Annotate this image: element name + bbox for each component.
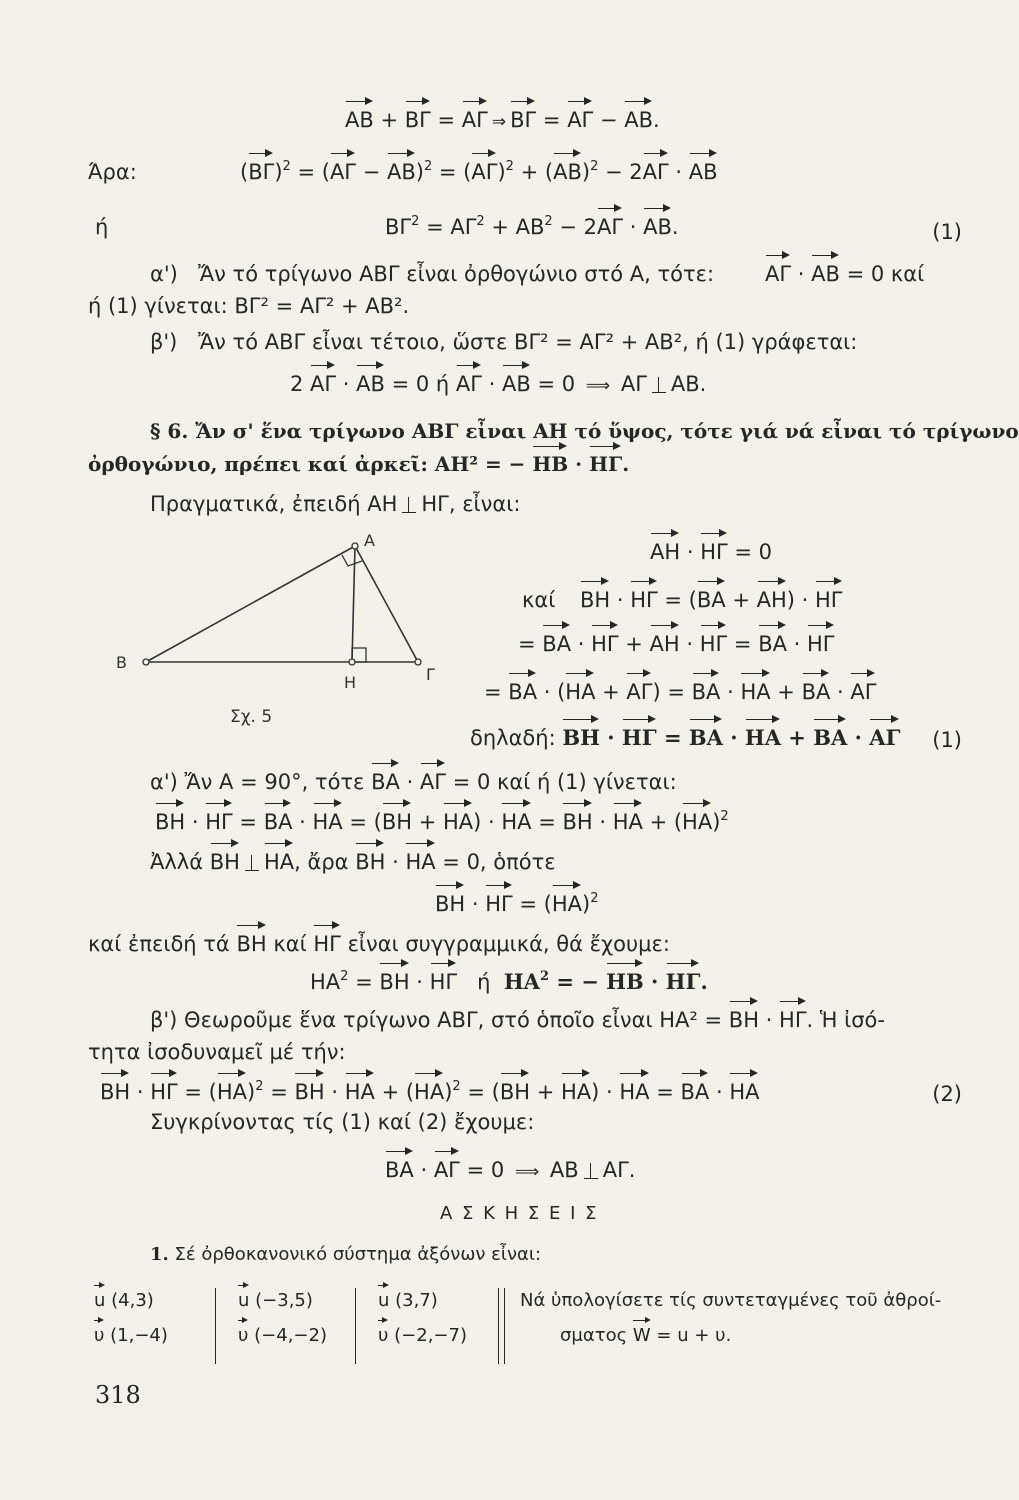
i-label: ή [95,215,109,239]
exercise-col-3 [378,1290,467,1346]
alpha-formula-end: = 0 καί [846,262,925,286]
section6-line-2-text: ὀρθογώνιο, πρέπει καί ἀρκεῖ: ΑΗ² = − [88,452,526,476]
exercise-1-number: 1. [150,1244,169,1265]
final-formula: ΒΑ · ΑΓ = 0 ⟹ ΑΒ ΑΓ. [385,1158,636,1182]
col2-u: (−3,5) [255,1290,313,1311]
kai-epeidi-end: εἶναι συγγραμμικά, θά ἔχουμε: [347,932,670,956]
deriv-5: δηλαδή: ΒΗ · ΗΓ = ΒΑ · ΗΑ + ΒΑ · ΑΓ [470,725,901,750]
deriv-3: = ΒΑ · ΗΓ + ΑΗ · ΗΓ = ΒΑ · ΗΓ [518,632,835,656]
alla-end: = 0, ὁπότε [442,850,556,874]
section6-line-1: § 6. Ἄν σ' ἕνα τρίγωνο ΑΒΓ εἶναι ΑΗ τό ὕψος, τότε γιά νά εἶναι τό τρίγωνο [150,419,1019,443]
label-H: H [344,673,357,692]
alla-text: Ἀλλά [150,850,204,874]
col1-u: (4,3) [111,1290,154,1311]
v-symbol: υ [94,1325,105,1346]
alpha2-formula: $BH \cdot H\Gamma = BA \cdot HA = (BH + HA) \cdot HA = BH \cdot HA + (HA)^2$ [155,809,729,834]
pragmatika-end: ΗΓ, εἶναι: [421,492,521,516]
beta-label: β') [150,330,178,354]
beta2-end: Ἡ ἰσό- [819,1008,885,1032]
u-symbol: u [378,1290,390,1311]
eq-line-2: $(B\Gamma)^2 = (A\Gamma - AB)^2 = (A\Gamma)^2 + (AB)^2 - 2A\Gamma \cdot AB$ [240,159,718,184]
v-symbol: υ [378,1325,389,1346]
alpha-formula: ΑΓ · ΑΒ = 0 καί [765,262,925,286]
beta-formula: 2 ΑΓ · ΑΒ = 0 ή ΑΓ · ΑΒ = 0 ⟹ ΑΓ ΑΒ. [290,372,707,396]
label-B: B [116,653,127,672]
ha2-formula: $HA^2 = BH \cdot H\Gamma$ ή $HA^2$ = − ΗΒ · ΗΓ. [310,969,708,994]
kai-epeidi-text: καί ἐπειδή τά [88,932,230,956]
point-G [415,659,421,665]
kai-epeidi-line: καί ἐπειδή τά ΒΗ καί ΗΓ εἶναι συγγραμμικά, θά ἔχουμε: [88,932,670,956]
exercise-col-2 [238,1290,327,1346]
exercise-divider-1 [215,1288,216,1364]
u-symbol: u [238,1290,250,1311]
exercise-col-1 [94,1290,168,1346]
sygkrinontas-line: Συγκρίνοντας τίς (1) καί (2) ἔχουμε: [150,1110,535,1134]
eq-number-2: (2) [932,1082,962,1106]
triangle-figure [116,530,450,740]
task-line-2 [520,1325,941,1346]
alpha-label: α') [150,262,178,286]
ara-label: Άρα: [88,160,137,184]
col3-v: (−2,−7) [394,1325,467,1346]
section6-line-2: ὀρθογώνιο, πρέπει καί ἀρκεῖ: ΑΗ² = − ΗΒ · ΗΓ. [88,452,630,476]
triangle-outline [146,546,418,662]
alla-mid: ἄρα [307,850,349,874]
eq-line-1: ΑΒ + ΒΓ = ΑΓ ⇒ ΒΓ = ΑΓ − ΑΒ. [345,108,660,132]
exercise-divider-2 [355,1288,356,1364]
page-number: 318 [95,1381,141,1409]
eq-line-3: $B\Gamma^2 = A\Gamma^2 + AB^2 - 2A\Gamma \cdot AB$. [385,214,679,239]
alpha2-end: = 0 καί ή (1) γίνεται: [452,770,677,794]
beta2-formula: $BH \cdot H\Gamma = (HA)^2 = BH \cdot HA + (HA)^2 = (BH + HA) \cdot HA = BA \cdot HA$ [100,1079,760,1104]
col1-v: (1,−4) [110,1325,168,1346]
exercise-task [520,1290,941,1346]
col2-v: (−4,−2) [254,1325,327,1346]
exercise-divider-4 [504,1288,505,1364]
pragmatika-line [150,492,520,516]
alla-line: Ἀλλά ΒΗ ΗΑ, ἄρα ΒΗ · ΗΑ = 0, ὁπότε [150,850,556,874]
deriv-2: ΒΗ · ΗΓ = (ΒΑ + ΑΗ) · ΗΓ [580,588,843,612]
beta-text-1: Ἄν τό ΑΒΓ εἶναι τέτοιο, ὥστε ΒΓ² = ΑΓ² + ΑΒ², ή (1) γράφεται: [198,330,858,354]
label-G: Γ [426,665,435,684]
eq-number-1: (1) [932,220,962,244]
v-symbol: υ [238,1325,249,1346]
alpha-text-1: Ἄν τό τρίγωνο ΑΒΓ εἶναι ὀρθογώνιο στό Α, τότε: [198,262,715,286]
figure-caption: Σχ. 5 [230,707,273,727]
alpha2-text: α') Ἄν Α = 90°, τότε [150,770,365,794]
bh-hg-formula: $BH \cdot H\Gamma = (HA)^2$ [435,891,599,916]
label-A: A [364,531,375,550]
diladi-label: δηλαδή: [470,726,556,750]
task-formula-tail: = u + υ. [656,1325,732,1346]
beta2-text: β') Θεωροῦμε ἕνα τρίγωνο ΑΒΓ, στό ὁποῖο εἶναι ΗΑ² = [150,1008,723,1032]
u-symbol: u [94,1290,106,1311]
eq-number-1b: (1) [932,728,962,752]
alpha2-line: α') Ἄν Α = 90°, τότε ΒΑ · ΑΓ = 0 καί ή (1) γίνεται: [150,770,677,794]
beta2-line-1: β') Θεωροῦμε ἕνα τρίγωνο ΑΒΓ, στό ὁποῖο εἶναι ΗΑ² = ΒΗ · ΗΓ. Ἡ ἰσό- [150,1008,885,1032]
deriv-4: = ΒΑ · (ΗΑ + ΑΓ) = ΒΑ · ΗΑ + ΒΑ · ΑΓ [484,680,877,704]
kai-epeidi-mid: καί [273,932,307,956]
point-H [349,659,355,665]
deriv-kai: καί [522,588,556,612]
exercise-1-line [150,1245,541,1266]
exercises-heading: Α Σ Κ Η Σ Ε Ι Σ [440,1203,599,1224]
point-A [352,543,358,549]
exercise-divider-3 [498,1288,499,1364]
right-angle-A [342,555,362,566]
task-line-2-text: σματος [560,1325,628,1346]
alpha-text-2: ή (1) γίνεται: ΒΓ² = ΑΓ² + ΑΒ². [88,294,410,318]
col3-u: (3,7) [395,1290,438,1311]
exercise-1-text: Σέ ὀρθοκανονικό σύστημα ἀξόνων εἶναι: [174,1244,542,1265]
task-line-1: Νά ὑπολογίσετε τίς συντεταγμένες τοῦ ἀθροί- [520,1290,942,1311]
beta2-line-2: τητα ἰσοδυναμεῖ μέ τήν: [88,1040,346,1064]
w-symbol: W [632,1325,651,1346]
deriv-1: ΑΗ · ΗΓ = 0 [650,540,773,564]
pragmatika-text: Πραγματικά, ἐπειδή ΑΗ [150,492,398,516]
point-B [143,659,149,665]
